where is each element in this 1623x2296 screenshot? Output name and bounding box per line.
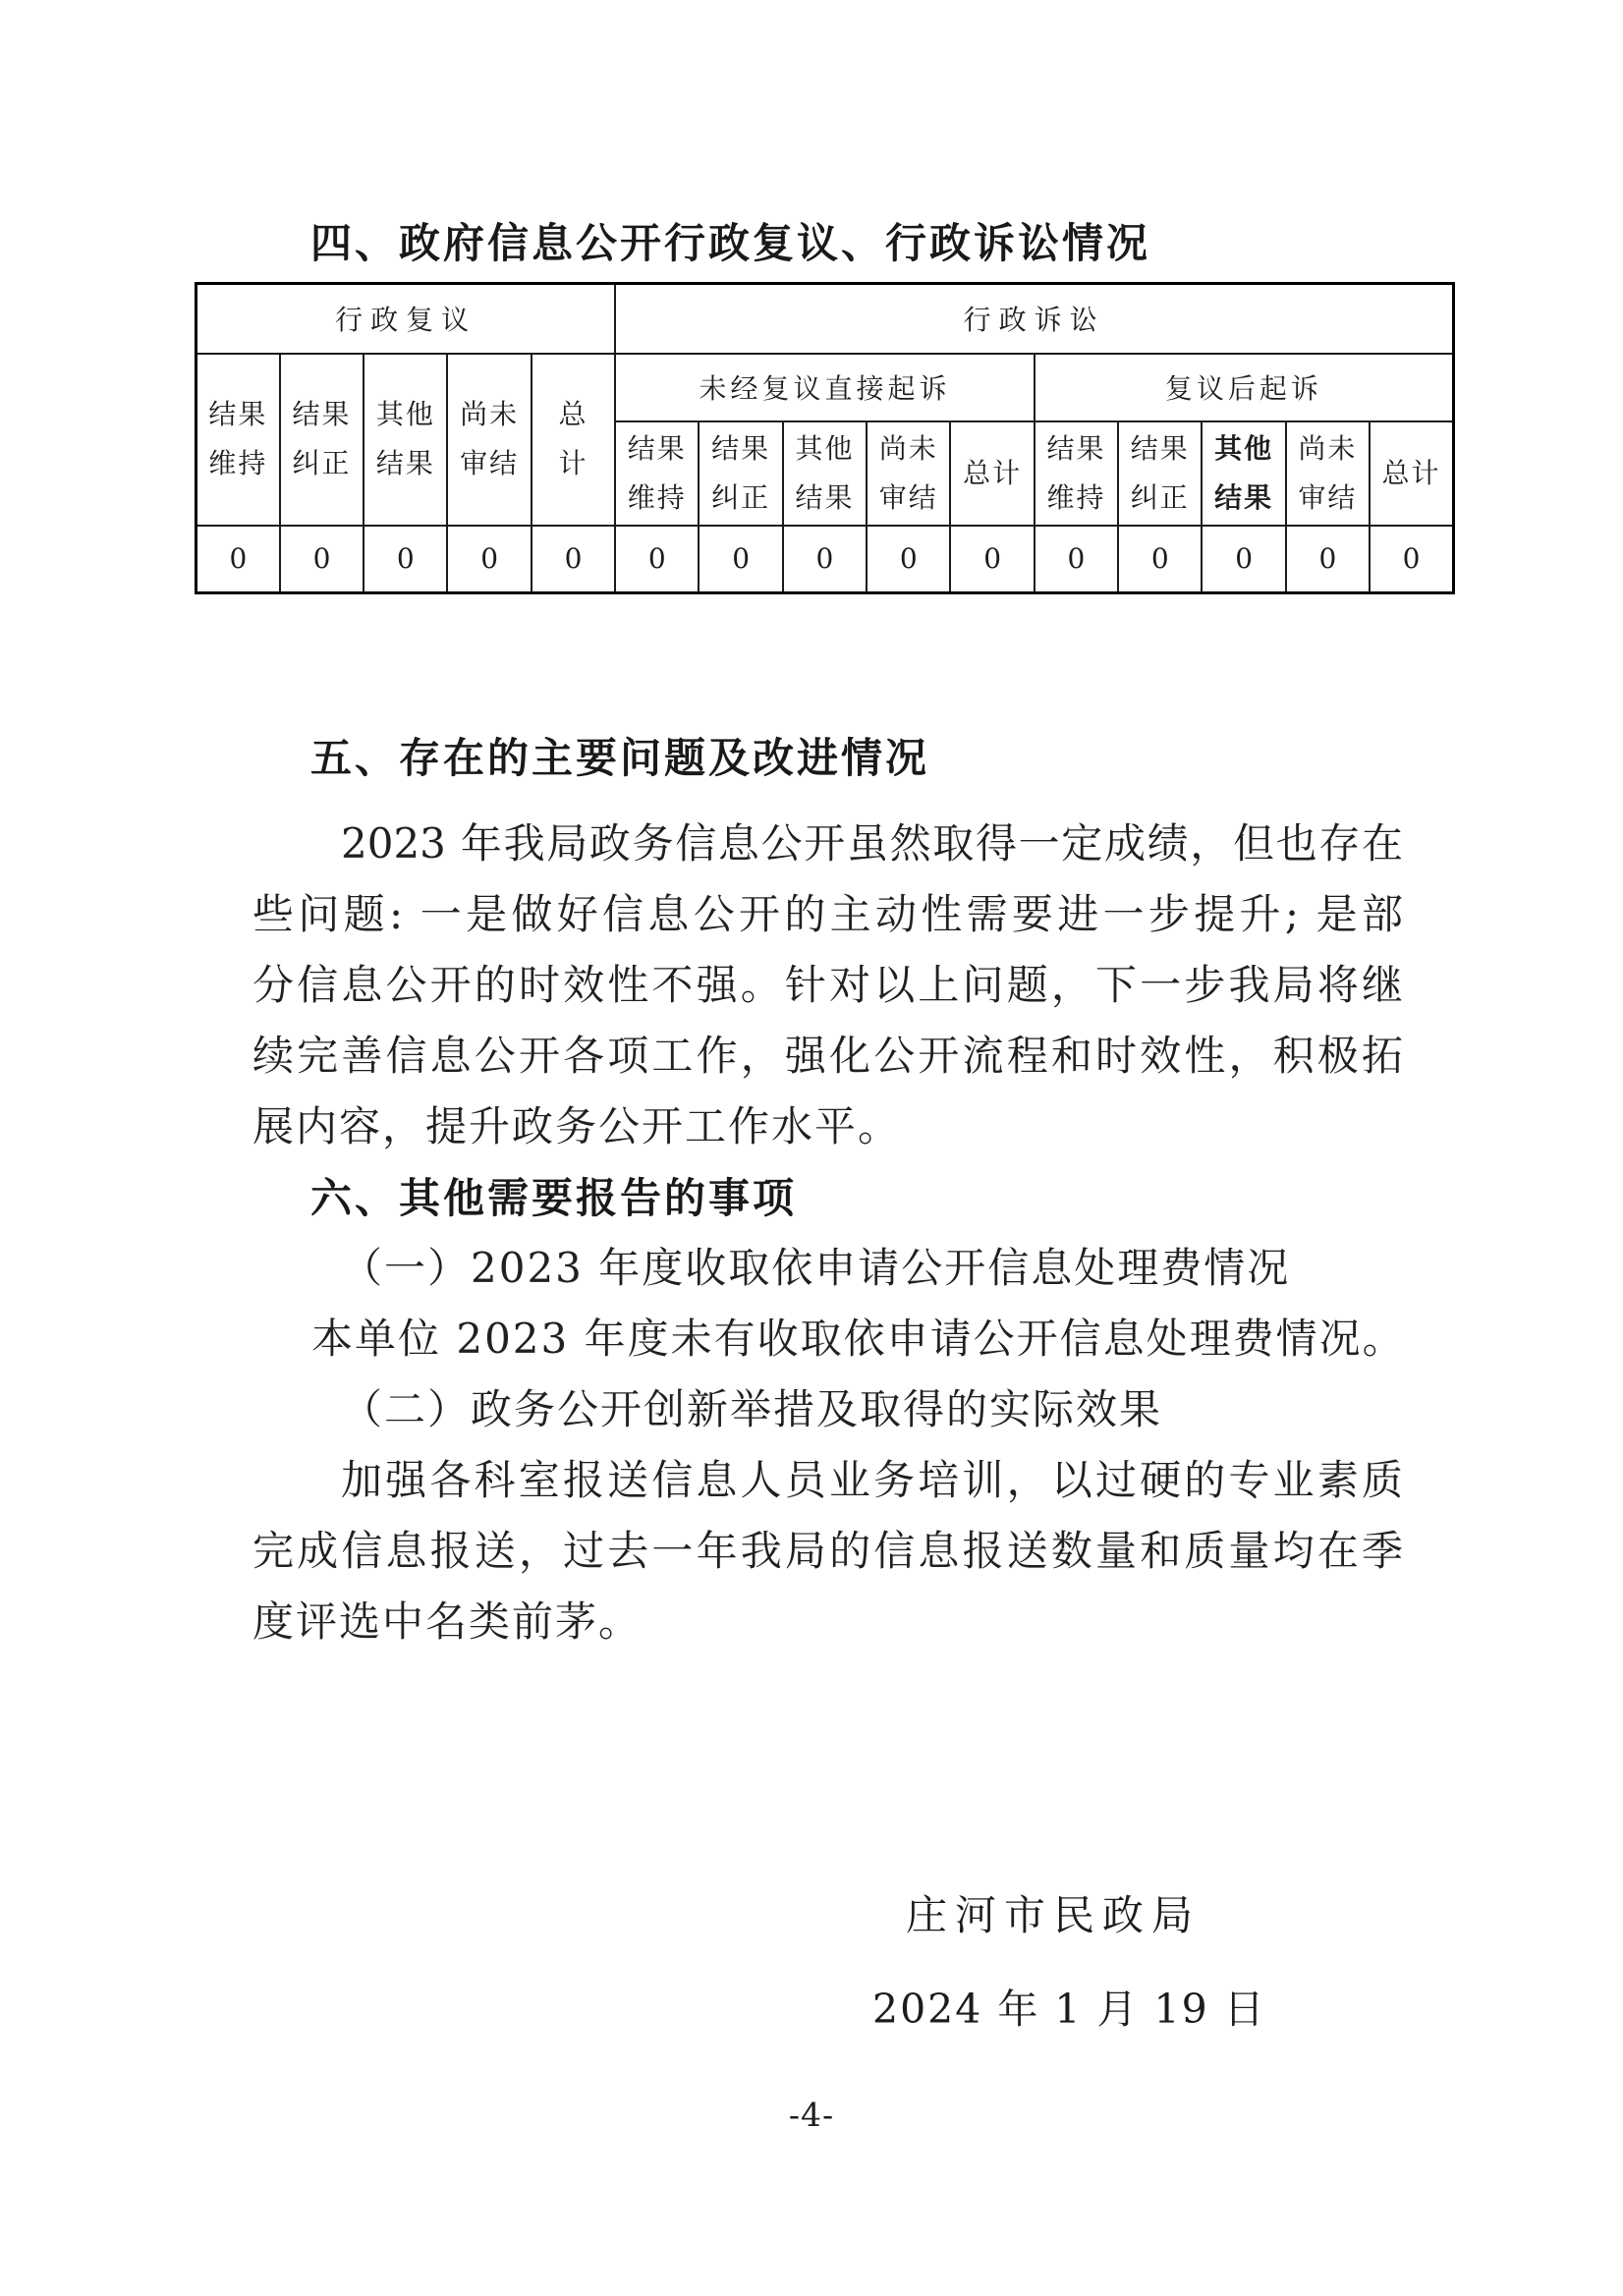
stat-value: 0 xyxy=(280,526,364,593)
paragraph-line: 加强各科室报送信息人员业务培训，以过硬的专业素质 xyxy=(341,1456,1403,1504)
col-header: 结果 维持 xyxy=(196,354,280,526)
stats-table xyxy=(195,282,1455,594)
col-header: 结果 纠正 xyxy=(699,421,782,526)
stat-value: 0 xyxy=(1370,526,1453,593)
subgroup-after-reconsideration-suit: 复议后起诉 xyxy=(1035,354,1454,421)
col-header: 总 计 xyxy=(532,354,615,526)
stat-value: 0 xyxy=(447,526,531,593)
col-header: 结果 维持 xyxy=(1035,421,1118,526)
stat-value: 0 xyxy=(1286,526,1370,593)
paragraph-line: 些问题: 一是做好信息公开的主动性需要进一步提升; 是部 xyxy=(252,890,1403,938)
paragraph-line: 展内容，提升政务公开工作水平。 xyxy=(252,1102,902,1150)
stat-value: 0 xyxy=(1035,526,1118,593)
section4-heading: 四、政府信息公开行政复议、行政诉讼情况 xyxy=(310,219,1151,267)
list-item: 本单位 2023 年度未有收取依申请公开信息处理费情况。 xyxy=(311,1315,1406,1363)
stat-value: 0 xyxy=(867,526,950,593)
stat-value: 0 xyxy=(364,526,447,593)
stat-value: 0 xyxy=(615,526,699,593)
col-header: 尚未 审结 xyxy=(447,354,531,526)
paragraph-line: 续完善信息公开各项工作，强化公开流程和时效性，积极拓 xyxy=(252,1032,1403,1080)
col-header: 其他 结果 xyxy=(783,421,867,526)
col-header: 其他 结果 xyxy=(1202,421,1285,526)
subgroup-direct-suit: 未经复议直接起诉 xyxy=(615,354,1035,421)
col-header: 尚未 审结 xyxy=(867,421,950,526)
col-header: 总计 xyxy=(1370,421,1453,526)
signature-date: 2024 年 1 月 19 日 xyxy=(872,1986,1266,2033)
list-item: （一）2023 年度收取依申请公开信息处理费情况 xyxy=(341,1244,1291,1292)
litigation-stats-table xyxy=(195,282,1455,594)
list-item: （二）政务公开创新举措及取得的实际效果 xyxy=(341,1385,1163,1433)
group-admin-reconsideration: 行政复议 xyxy=(196,284,616,354)
stat-value: 0 xyxy=(699,526,782,593)
stat-value: 0 xyxy=(783,526,867,593)
col-header: 结果 维持 xyxy=(615,421,699,526)
col-header: 结果 纠正 xyxy=(1118,421,1202,526)
signature-organization: 庄河市民政局 xyxy=(906,1891,1202,1939)
paragraph-line: 完成信息报送，过去一年我局的信息报送数量和质量均在季 xyxy=(252,1527,1403,1575)
col-header: 尚未 审结 xyxy=(1286,421,1370,526)
stat-value: 0 xyxy=(1118,526,1202,593)
page-number: -4- xyxy=(788,2096,835,2134)
col-header: 总计 xyxy=(950,421,1034,526)
paragraph-line: 分信息公开的时效性不强。针对以上问题，下一步我局将继 xyxy=(252,961,1403,1009)
paragraph-line: 度评选中名类前茅。 xyxy=(252,1597,643,1646)
paragraph-line: 2023 年我局政务信息公开虽然取得一定成绩，但也存在 xyxy=(341,819,1403,868)
col-header: 其他 结果 xyxy=(364,354,447,526)
stat-value: 0 xyxy=(196,526,280,593)
group-admin-litigation: 行政诉讼 xyxy=(615,284,1453,354)
stat-value: 0 xyxy=(950,526,1034,593)
stat-value: 0 xyxy=(1202,526,1285,593)
section5-heading: 五、存在的主要问题及改进情况 xyxy=(310,734,930,782)
stat-value: 0 xyxy=(532,526,615,593)
section6-heading: 六、其他需要报告的事项 xyxy=(310,1174,798,1222)
col-header: 结果 纠正 xyxy=(280,354,364,526)
